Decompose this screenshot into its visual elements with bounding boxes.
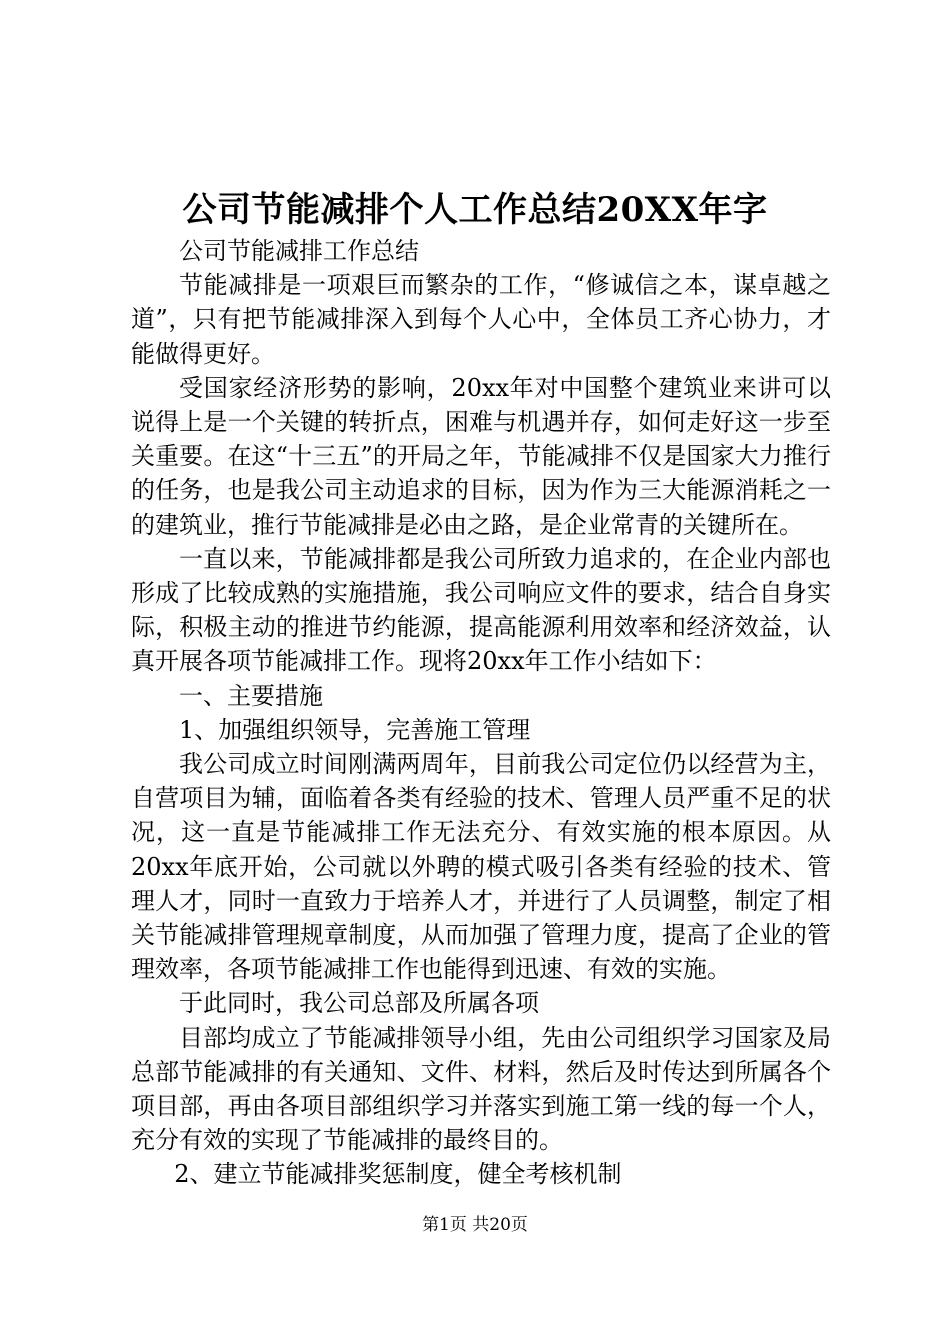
body-paragraph: 于此同时，我公司总部及所属各项	[179, 989, 539, 1018]
body-paragraph: 节能减排是一项艰巨而繁杂的工作，“修诚信之本，谋卓越之道”，只有把节能减排深入到每个人心中，全体员工齐心协力，才能做得更好。	[131, 271, 831, 368]
document-body	[131, 234, 831, 1192]
subsection-heading: 1、加强组织领导，完善施工管理	[179, 715, 531, 744]
section-heading: 一、主要措施	[179, 681, 323, 710]
body-paragraph: 目部均成立了节能减排领导小组，先由公司组织学习国家及局总部节能减排的有关通知、文件、材料，然后及时传达到所属各个项目部，再由各项目部组织学习并落实到施工第一线的每一个人，充分有效的实现了节能减排的最终目的。	[131, 1023, 831, 1155]
document-title: 公司节能减排个人工作总结20XX年字	[182, 190, 768, 230]
subtitle-paragraph: 公司节能减排工作总结	[179, 237, 419, 265]
body-paragraph: 一直以来，节能减排都是我公司所致力追求的，在企业内部也形成了比较成熟的实施措施，我公司响应文件的要求，结合自身实际，积极主动的推进节约能源，提高能源利用效率和经济效益，认真开展各项节能减排工作。现将20xx年工作小结如下：	[131, 544, 831, 676]
page-footer: 第1页 共20页	[422, 1215, 528, 1235]
body-paragraph: 我公司成立时间刚满两周年，目前我公司定位仍以经营为主，自营项目为辅，面临着各类有经验的技术、管理人员严重不足的状况，这一直是节能减排工作无法充分、有效实施的根本原因。从20xx年底开始，公司就以外聘的模式吸引各类有经验的技术、管理人才，同时一直致力于培养人才，并进行了人员调整，制定了相关节能减排管理规章制度，从而加强了管理力度，提高了企业的管理效率，各项节能减排工作也能得到迅速、有效的实施。	[131, 750, 831, 984]
subsection-heading: 2、建立节能减排奖惩制度，健全考核机制	[174, 1160, 622, 1189]
body-paragraph: 受国家经济形势的影响，20xx年对中国整个建筑业来讲可以说得上是一个关键的转折点，困难与机遇并存，如何走好这一步至关重要。在这“十三五”的开局之年，节能减排不仅是国家大力推行的任务，也是我公司主动追求的目标，因为作为三大能源消耗之一的建筑业，推行节能减排是必由之路，是企业常青的关键所在。	[131, 373, 831, 539]
